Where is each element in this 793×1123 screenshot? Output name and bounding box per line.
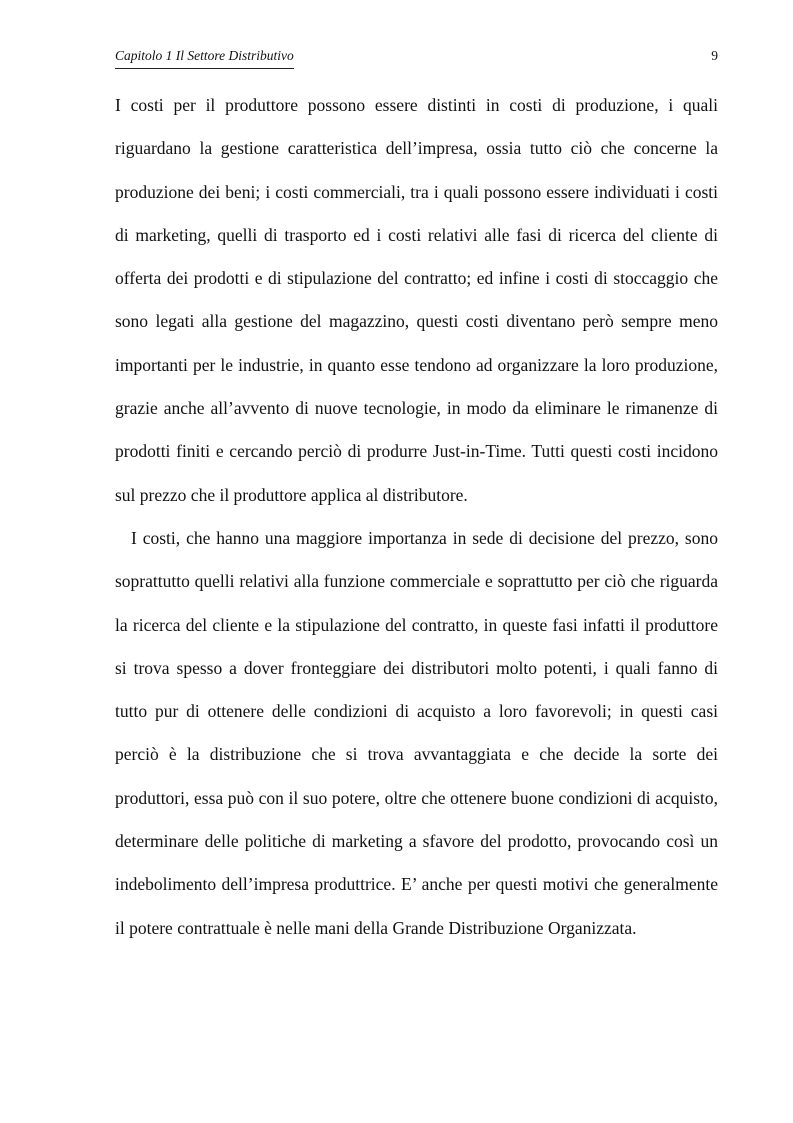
body-text xyxy=(115,84,718,950)
chapter-title: Capitolo 1 Il Settore Distributivo xyxy=(115,46,294,69)
page-number: 9 xyxy=(711,48,718,63)
running-header xyxy=(115,46,718,70)
paragraph: I costi per il produttore possono essere distinti in costi di produzione, i quali riguardano la gestione caratteristica dell’impresa, ossia tutto ciò che concerne la produzione dei beni; i costi commerciali, tra i quali possono essere individuati i costi di marketing, quelli di trasporto ed i costi relativi alle fasi di ricerca del cliente di offerta dei prodotti e di stipulazione del contratto; ed infine i costi di stoccaggio che sono legati alla gestione del magazzino, questi costi diventano però sempre meno importanti per le industrie, in quanto esse tendono ad organizzare la loro produzione, grazie anche all’avvento di nuove tecnologie, in modo da eliminare le rimanenze di prodotti finiti e cercando perciò di produrre Just-in-Time. Tutti questi costi incidono sul prezzo che il produttore applica al distributore. xyxy=(115,95,718,505)
paragraph: I costi, che hanno una maggiore importanza in sede di decisione del prezzo, sono soprattutto quelli relativi alla funzione commerciale e soprattutto per ciò che riguarda la ricerca del cliente e la stipulazione del contratto, in queste fasi infatti il produttore si trova spesso a dover fronteggiare dei distributori molto potenti, i quali fanno di tutto pur di ottenere delle condizioni di acquisto a loro favorevoli; in questi casi perciò è la distribuzione che si trova avvantaggiata e che decide la sorte dei produttori, essa può con il suo potere, oltre che ottenere buone condizioni di acquisto, determinare delle politiche di marketing a sfavore del prodotto, provocando così un indebolimento dell’impresa produttrice. E’ anche per questi motivi che generalmente il potere contrattuale è nelle mani della Grande Distribuzione Organizzata. xyxy=(115,527,718,938)
